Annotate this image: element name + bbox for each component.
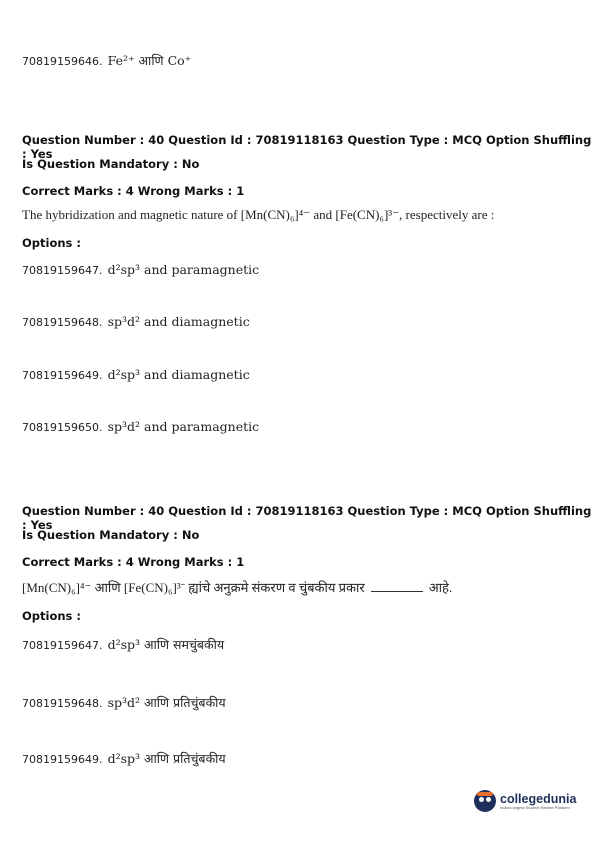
prev-option-row <box>22 50 191 69</box>
question-header: Question Number : 40 Question Id : 70819118163 Question Type : MCQ Option Shuffling : Yes <box>22 133 592 161</box>
question-text <box>22 578 452 596</box>
options-label: Options : <box>22 609 81 623</box>
mascot-icon <box>474 790 496 812</box>
option-text: d²sp³ आणि प्रतिचुंबकीय <box>107 751 226 766</box>
option-id: 70819159649. <box>22 369 103 382</box>
option-text: sp³d² आणि प्रतिचुंबकीय <box>107 695 226 710</box>
option-row <box>22 364 250 383</box>
option-id: 70819159647. <box>22 264 103 277</box>
logo-tagline: India's largest Student Review Platform <box>500 804 570 810</box>
question-marks: Correct Marks : 4 Wrong Marks : 1 <box>22 184 245 198</box>
option-row <box>22 259 259 278</box>
option-text: sp³d² and paramagnetic <box>107 419 260 434</box>
question-text-part: [Mn(CN)₆]⁴⁻ आणि [Fe(CN)₆]³⁻ ह्यांचे अनुक्रमे संकरण व चुंबकीय प्रकार <box>22 580 365 595</box>
option-id: 70819159647. <box>22 639 103 652</box>
question-text: The hybridization and magnetic nature of [Mn(CN)₆]⁴⁻ and [Fe(CN)₆]³⁻, respectively are : <box>22 207 495 222</box>
question-mandatory: Is Question Mandatory : No <box>22 528 200 542</box>
logo-name: collegedunia <box>500 791 577 806</box>
option-id: 70819159650. <box>22 421 103 434</box>
option-text: d²sp³ and diamagnetic <box>107 367 250 382</box>
question-header: Question Number : 40 Question Id : 70819118163 Question Type : MCQ Option Shuffling : Yes <box>22 504 592 532</box>
option-row <box>22 416 259 435</box>
option-row <box>22 311 250 330</box>
options-label: Options : <box>22 236 81 250</box>
collegedunia-logo <box>474 790 576 812</box>
option-text: d²sp³ आणि समचुंबकीय <box>107 637 225 652</box>
option-row <box>22 748 226 767</box>
option-text: Fe²⁺ आणि Co⁺ <box>107 53 192 68</box>
question-marks: Correct Marks : 4 Wrong Marks : 1 <box>22 555 245 569</box>
question-text-part: आहे. <box>428 580 453 595</box>
option-text: d²sp³ and paramagnetic <box>107 262 260 277</box>
option-id: 70819159646. <box>22 55 103 68</box>
answer-blank <box>371 581 423 592</box>
option-id: 70819159648. <box>22 316 103 329</box>
option-id: 70819159648. <box>22 697 103 710</box>
option-id: 70819159649. <box>22 753 103 766</box>
question-mandatory: Is Question Mandatory : No <box>22 157 200 171</box>
option-row <box>22 692 226 711</box>
option-text: sp³d² and diamagnetic <box>107 314 250 329</box>
option-row <box>22 634 224 653</box>
